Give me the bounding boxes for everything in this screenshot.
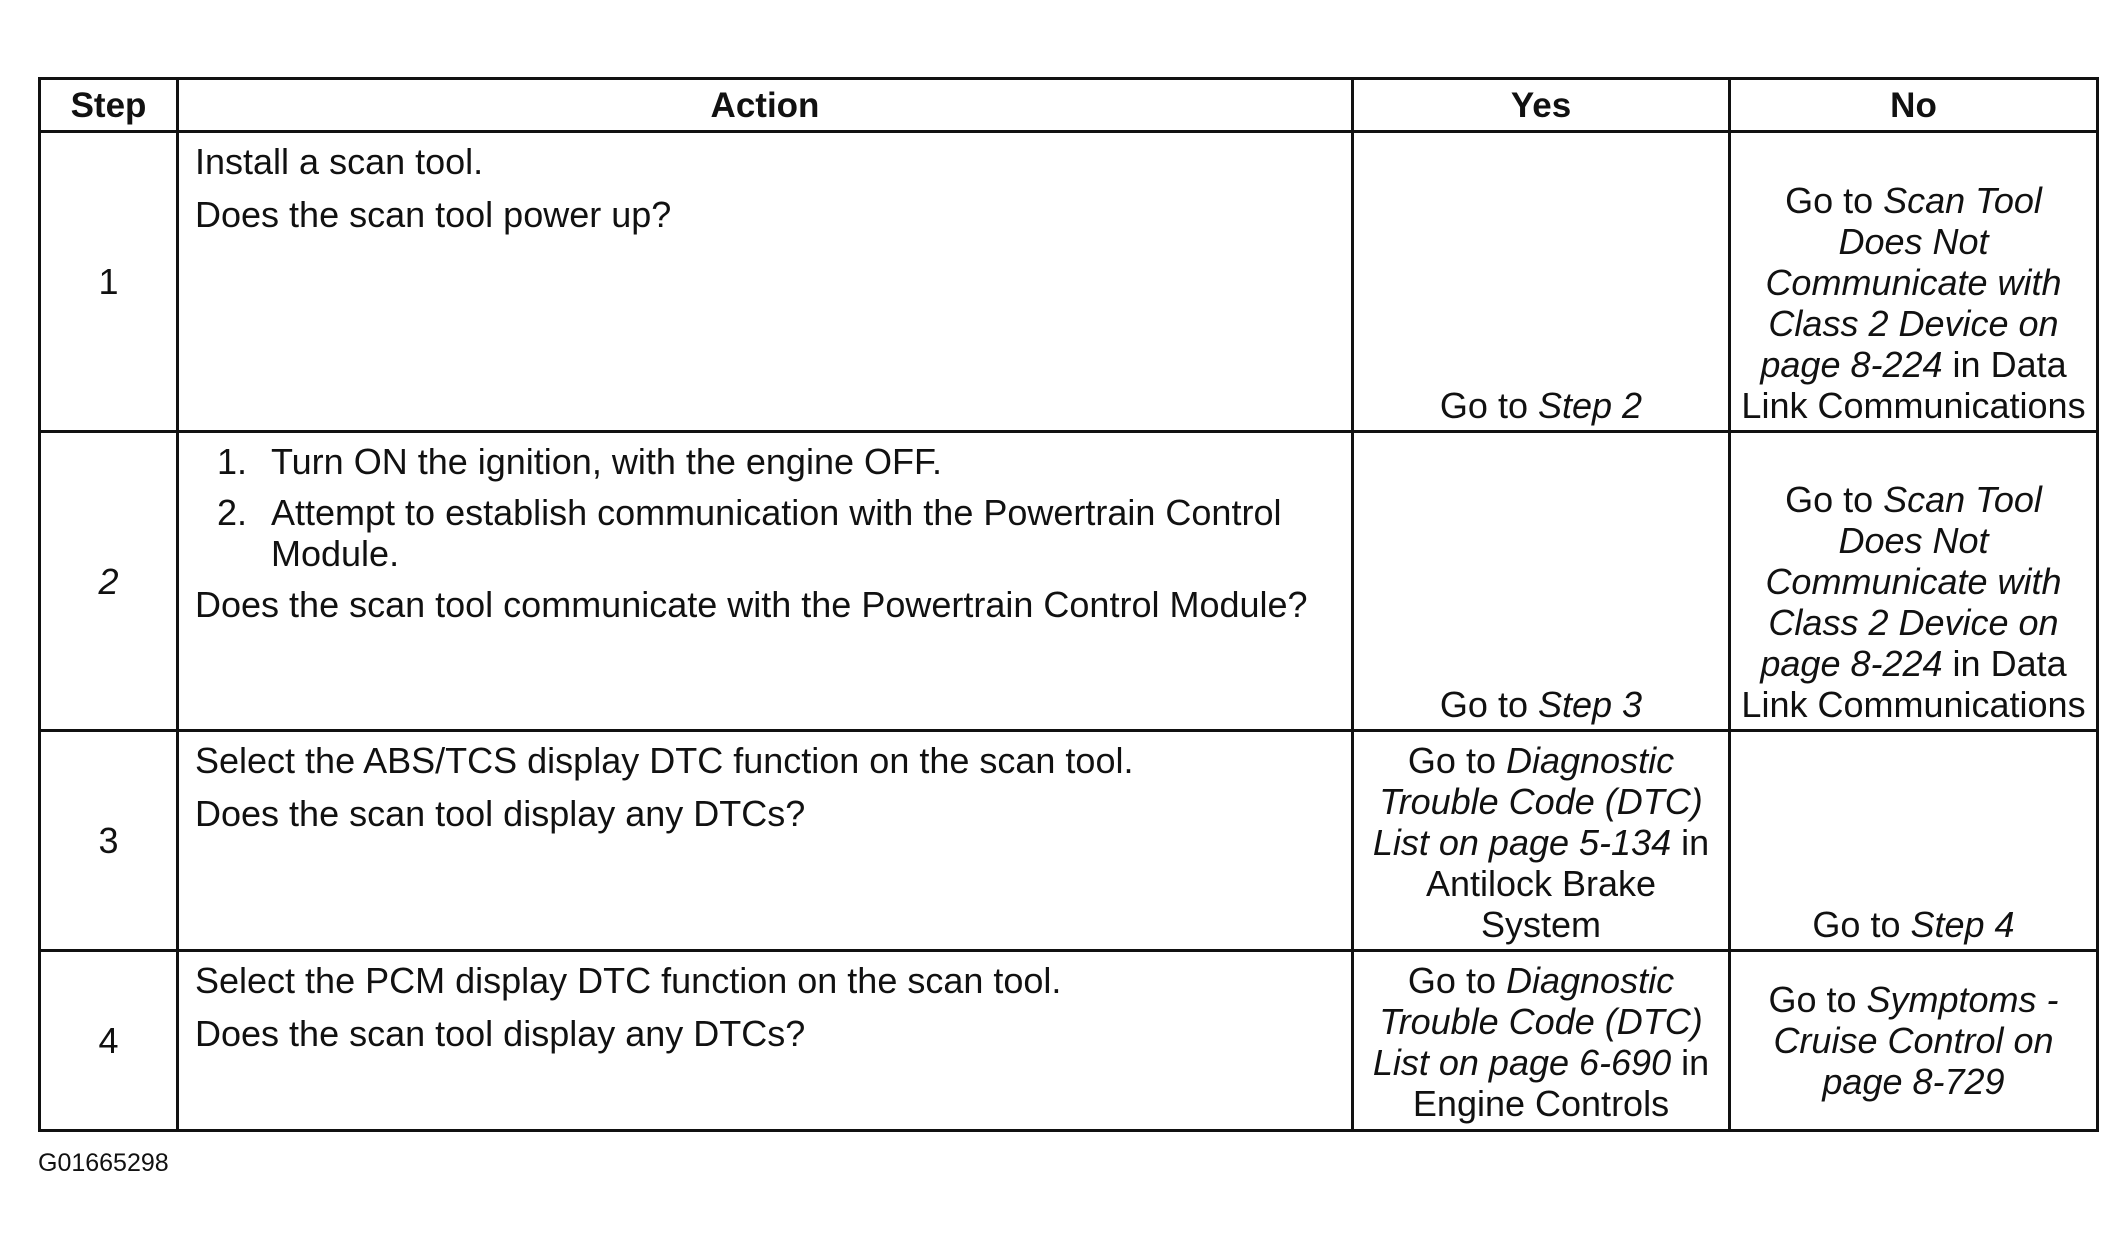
no-prefix: Go to [1785, 180, 1884, 221]
action-question: Does the scan tool display any DTCs? [195, 793, 806, 834]
action-step-item: 2. Attempt to establish communication with the Powertrain Control Module. [257, 492, 1333, 574]
yes-prefix: Go to [1439, 385, 1538, 426]
no-prefix: Go to [1812, 904, 1911, 945]
no-suffix: in Data Link Communications [1741, 643, 2086, 725]
no-cell [1730, 951, 2098, 1131]
header-step: Step [40, 79, 178, 132]
yes-link[interactable]: Step 2 [1537, 385, 1643, 426]
action-cell [178, 731, 1353, 951]
step-number: 4 [40, 951, 178, 1131]
action-question: Does the scan tool communicate with the Powertrain Control Module? [195, 584, 1308, 625]
header-action: Action [178, 79, 1353, 132]
action-instruction: Select the PCM display DTC function on the scan tool. [195, 960, 1062, 1001]
yes-prefix: Go to [1407, 960, 1506, 1001]
no-link[interactable]: Scan Tool Does Not Communicate with Class 2 Device on page 8-224 [1760, 479, 2062, 684]
table-row [40, 132, 2098, 432]
no-link[interactable]: Symptoms - Cruise Control on page 8-729 [1773, 979, 2059, 1102]
yes-cell [1353, 951, 1730, 1131]
action-question: Does the scan tool display any DTCs? [195, 1013, 806, 1054]
header-no: No [1730, 79, 2098, 132]
yes-cell [1353, 731, 1730, 951]
yes-link[interactable]: Diagnostic Trouble Code (DTC) List on page 6-690 [1372, 960, 1703, 1083]
yes-link[interactable]: Step 3 [1537, 684, 1643, 725]
yes-suffix: in Antilock Brake System [1425, 822, 1710, 945]
diagnostic-table [38, 77, 2099, 1132]
table-row [40, 432, 2098, 731]
no-cell [1730, 731, 2098, 951]
yes-prefix: Go to [1439, 684, 1538, 725]
figure-id: G01665298 [38, 1149, 169, 1177]
step-number: 1 [40, 132, 178, 432]
action-cell [178, 951, 1353, 1131]
action-steps-list [195, 441, 1333, 574]
no-link[interactable]: Step 4 [1910, 904, 2015, 945]
step-number: 2 [40, 432, 178, 731]
action-instruction: Select the ABS/TCS display DTC function on the scan tool. [195, 740, 1134, 781]
action-instruction: Install a scan tool. [195, 141, 484, 182]
no-prefix: Go to [1785, 479, 1884, 520]
yes-cell [1353, 432, 1730, 731]
no-cell [1730, 432, 2098, 731]
yes-cell [1353, 132, 1730, 432]
no-suffix: in Data Link Communications [1741, 344, 2086, 426]
action-step-item: 1. Turn ON the ignition, with the engine OFF. [257, 441, 1333, 482]
header-yes: Yes [1353, 79, 1730, 132]
no-cell [1730, 132, 2098, 432]
yes-suffix: in Engine Controls [1412, 1042, 1710, 1124]
action-question: Does the scan tool power up? [195, 194, 672, 235]
yes-prefix: Go to [1407, 740, 1506, 781]
table-row [40, 731, 2098, 951]
table-row [40, 951, 2098, 1131]
action-cell [178, 132, 1353, 432]
header-row [40, 79, 2098, 132]
step-number: 3 [40, 731, 178, 951]
no-link[interactable]: Scan Tool Does Not Communicate with Class 2 Device on page 8-224 [1760, 180, 2062, 385]
yes-link[interactable]: Diagnostic Trouble Code (DTC) List on page 5-134 [1372, 740, 1703, 863]
no-prefix: Go to [1768, 979, 1867, 1020]
action-cell [178, 432, 1353, 731]
